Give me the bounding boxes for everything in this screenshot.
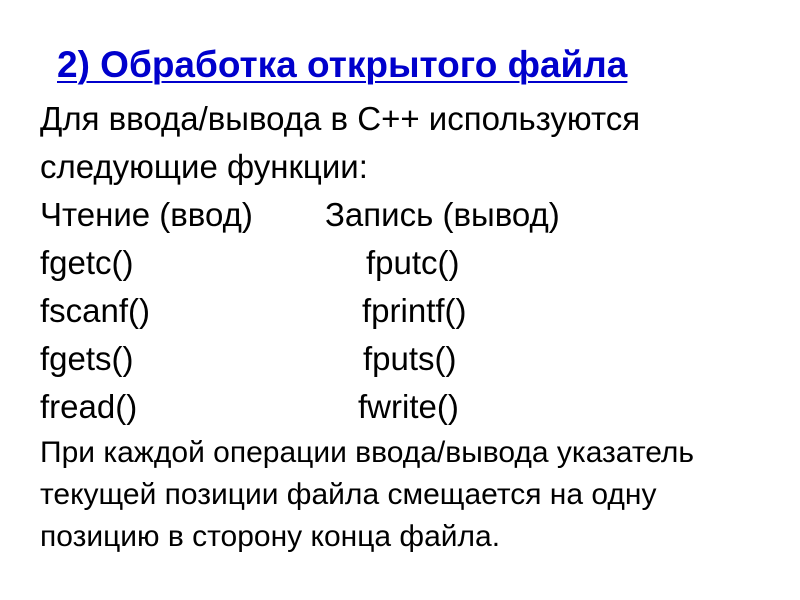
note-line-2: текущей позиции файла смещается на одну: [40, 478, 657, 511]
func-read-0: fgetc(): [40, 244, 134, 281]
note-line-1: При каждой операции ввода/вывода указатель: [40, 436, 695, 469]
header-read: Чтение (ввод): [40, 196, 253, 233]
intro-line-1: Для ввода/вывода в С++ используются: [40, 100, 641, 137]
func-write-1: fprintf(): [362, 292, 467, 329]
func-read-2: fgets(): [40, 340, 134, 377]
header-write: Запись (вывод): [325, 196, 560, 233]
func-write-2: fputs(): [363, 340, 457, 377]
intro-line-2: следующие функции:: [40, 148, 368, 185]
slide-title: 2) Обработка открытого файла: [57, 44, 628, 85]
func-read-3: fread(): [40, 388, 138, 425]
func-read-1: fscanf(): [40, 292, 151, 329]
func-write-3: fwrite(): [358, 388, 459, 425]
func-write-0: fputc(): [366, 244, 460, 281]
note-line-3: позицию в сторону конца файла.: [40, 520, 501, 553]
